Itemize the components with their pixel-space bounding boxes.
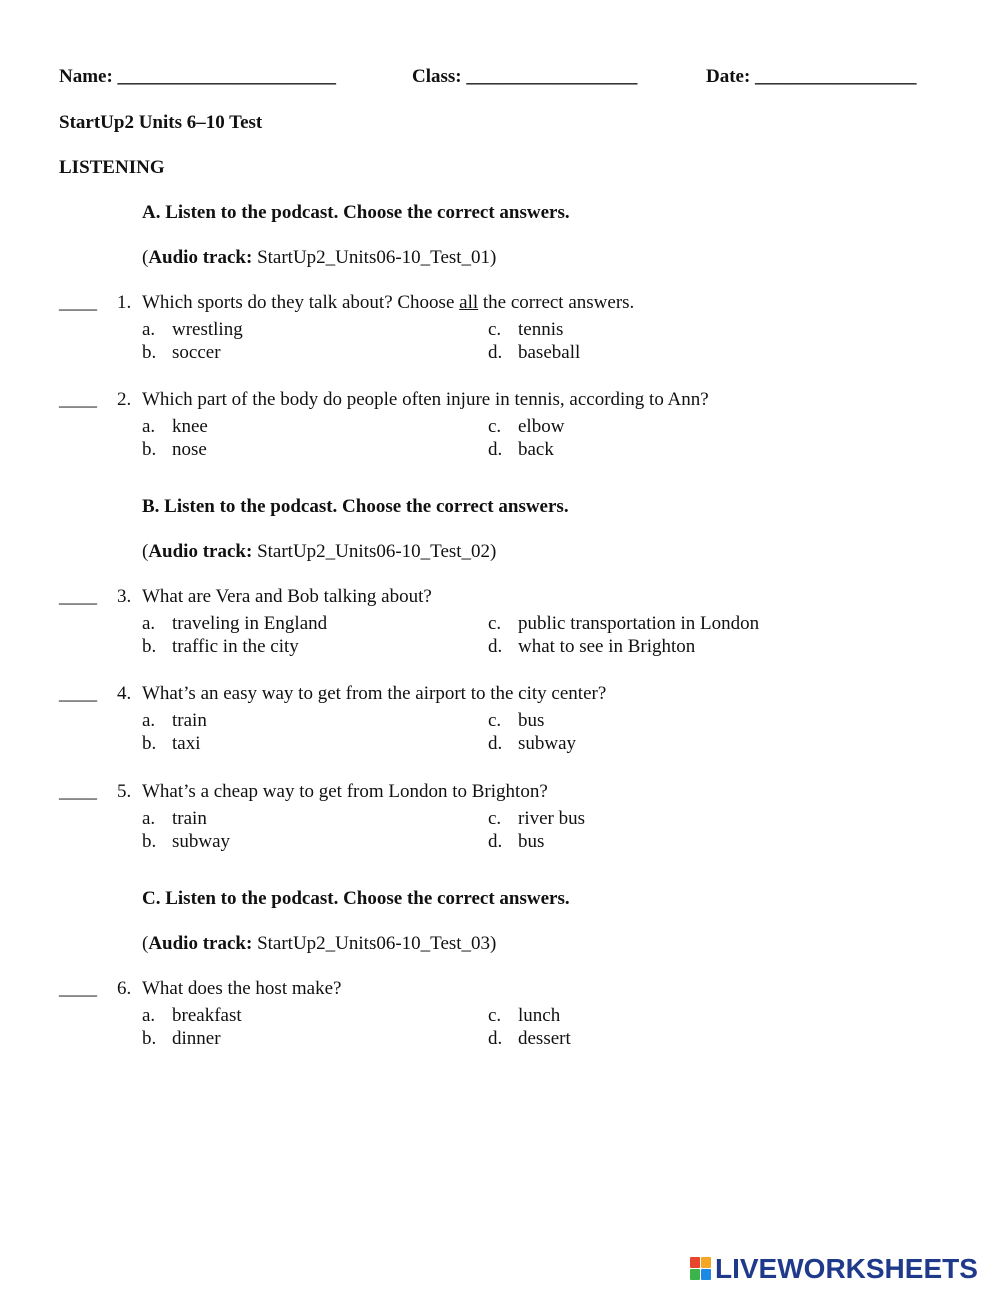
audio-prefix: Audio track: <box>148 247 253 268</box>
option-b[interactable] <box>142 440 207 459</box>
question-text: What’s a cheap way to get from London to Brighton? <box>142 781 548 802</box>
question-text: What are Vera and Bob talking about? <box>142 586 432 607</box>
question-number: 1. <box>117 292 132 313</box>
option-b[interactable] <box>142 343 221 362</box>
answer-blank[interactable]: ____ <box>59 978 97 999</box>
section-a-audio: (Audio track: StartUp2_Units06-10_Test_01) <box>142 247 497 268</box>
option-a[interactable] <box>142 809 207 828</box>
option-letter: b. <box>142 831 157 852</box>
date-field-label: Date: _________________ <box>706 66 917 87</box>
option-c[interactable] <box>488 417 564 436</box>
option-text: elbow <box>518 416 565 437</box>
logo-square <box>701 1257 711 1268</box>
question-text-part: the correct answers. <box>478 292 635 313</box>
option-text: wrestling <box>172 319 243 340</box>
option-c[interactable] <box>488 1006 560 1025</box>
option-text: dessert <box>518 1028 571 1049</box>
option-b[interactable] <box>142 637 299 656</box>
option-letter: a. <box>142 808 156 829</box>
option-c[interactable] <box>488 809 585 828</box>
option-text: traveling in England <box>172 613 328 634</box>
option-letter: d. <box>488 733 503 754</box>
option-text: train <box>172 808 207 829</box>
section-b-audio: (Audio track: StartUp2_Units06-10_Test_02) <box>142 541 497 562</box>
option-letter: a. <box>142 319 156 340</box>
option-letter: a. <box>142 416 156 437</box>
option-text: bus <box>518 831 545 852</box>
option-text: subway <box>518 733 577 754</box>
option-d[interactable] <box>488 832 544 851</box>
option-letter: c. <box>488 1005 502 1026</box>
liveworksheets-logo <box>690 1254 978 1284</box>
option-text: back <box>518 439 554 460</box>
logo-text: LIVEWORKSHEETS <box>715 1253 978 1284</box>
option-letter: a. <box>142 710 156 731</box>
option-a[interactable] <box>142 417 208 436</box>
audio-prefix: Audio track: <box>148 541 253 562</box>
option-letter: c. <box>488 416 502 437</box>
logo-squares-icon <box>690 1257 712 1281</box>
option-a[interactable] <box>142 320 243 339</box>
option-text: what to see in Brighton <box>518 636 696 657</box>
audio-file: StartUp2_Units06-10_Test_02) <box>257 541 497 562</box>
question-text: What does the host make? <box>142 978 342 999</box>
option-letter: b. <box>142 342 157 363</box>
question-text: Which part of the body do people often injure in tennis, according to Ann? <box>142 389 709 410</box>
option-text: bus <box>518 710 545 731</box>
option-a[interactable] <box>142 711 207 730</box>
option-d[interactable] <box>488 1029 571 1048</box>
option-d[interactable] <box>488 440 554 459</box>
option-d[interactable] <box>488 734 576 753</box>
option-letter: d. <box>488 1028 503 1049</box>
option-letter: d. <box>488 636 503 657</box>
option-c[interactable] <box>488 320 563 339</box>
option-b[interactable] <box>142 734 201 753</box>
option-c[interactable] <box>488 614 759 633</box>
option-letter: c. <box>488 613 502 634</box>
logo-square <box>690 1269 700 1280</box>
option-text: dinner <box>172 1028 221 1049</box>
section-c-audio: (Audio track: StartUp2_Units06-10_Test_03) <box>142 933 497 954</box>
question-number: 2. <box>117 389 132 410</box>
test-title: StartUp2 Units 6–10 Test <box>59 112 263 133</box>
option-letter: a. <box>142 613 156 634</box>
option-text: baseball <box>518 342 581 363</box>
option-letter: b. <box>142 1028 157 1049</box>
option-text: taxi <box>172 733 201 754</box>
section-title-listening: LISTENING <box>59 157 165 178</box>
option-text: public transportation in London <box>518 613 760 634</box>
option-text: train <box>172 710 207 731</box>
option-text: nose <box>172 439 207 460</box>
option-d[interactable] <box>488 637 695 656</box>
option-text: subway <box>172 831 231 852</box>
section-b-heading: B. Listen to the podcast. Choose the correct answers. <box>142 496 569 517</box>
question-number: 4. <box>117 683 132 704</box>
answer-blank[interactable]: ____ <box>59 292 97 313</box>
option-letter: c. <box>488 319 502 340</box>
logo-square <box>701 1269 711 1280</box>
option-d[interactable] <box>488 343 580 362</box>
option-letter: a. <box>142 1005 156 1026</box>
section-a-heading: A. Listen to the podcast. Choose the correct answers. <box>142 202 570 223</box>
audio-file: StartUp2_Units06-10_Test_03) <box>257 933 497 954</box>
option-text: breakfast <box>172 1005 242 1026</box>
option-c[interactable] <box>488 711 544 730</box>
option-letter: b. <box>142 733 157 754</box>
question-text: What’s an easy way to get from the airport to the city center? <box>142 683 607 704</box>
option-letter: d. <box>488 439 503 460</box>
option-letter: b. <box>142 439 157 460</box>
question-number: 5. <box>117 781 132 802</box>
option-text: tennis <box>518 319 564 340</box>
section-c-heading: C. Listen to the podcast. Choose the correct answers. <box>142 888 570 909</box>
audio-file: StartUp2_Units06-10_Test_01) <box>257 247 497 268</box>
option-text: traffic in the city <box>172 636 299 657</box>
audio-prefix: Audio track: <box>148 933 253 954</box>
option-letter: b. <box>142 636 157 657</box>
question-number: 3. <box>117 586 132 607</box>
question-text-underlined: all <box>459 292 479 313</box>
option-b[interactable] <box>142 1029 221 1048</box>
class-field-label: Class: __________________ <box>412 66 638 87</box>
logo-square <box>690 1257 700 1268</box>
option-text: lunch <box>518 1005 561 1026</box>
answer-blank[interactable]: ____ <box>59 781 97 802</box>
question-number: 6. <box>117 978 132 999</box>
option-letter: d. <box>488 831 503 852</box>
option-b[interactable] <box>142 832 230 851</box>
option-letter: c. <box>488 710 502 731</box>
option-letter: c. <box>488 808 502 829</box>
name-field-label: Name: _______________________ <box>59 66 337 87</box>
answer-blank[interactable]: ____ <box>59 586 97 607</box>
question-text <box>142 293 634 312</box>
answer-blank[interactable]: ____ <box>59 389 97 410</box>
option-text: soccer <box>172 342 221 363</box>
answer-blank[interactable]: ____ <box>59 683 97 704</box>
option-a[interactable] <box>142 1006 242 1025</box>
option-letter: d. <box>488 342 503 363</box>
option-text: river bus <box>518 808 586 829</box>
question-text-part: Which sports do they talk about? Choose <box>142 292 460 313</box>
option-text: knee <box>172 416 208 437</box>
option-a[interactable] <box>142 614 327 633</box>
